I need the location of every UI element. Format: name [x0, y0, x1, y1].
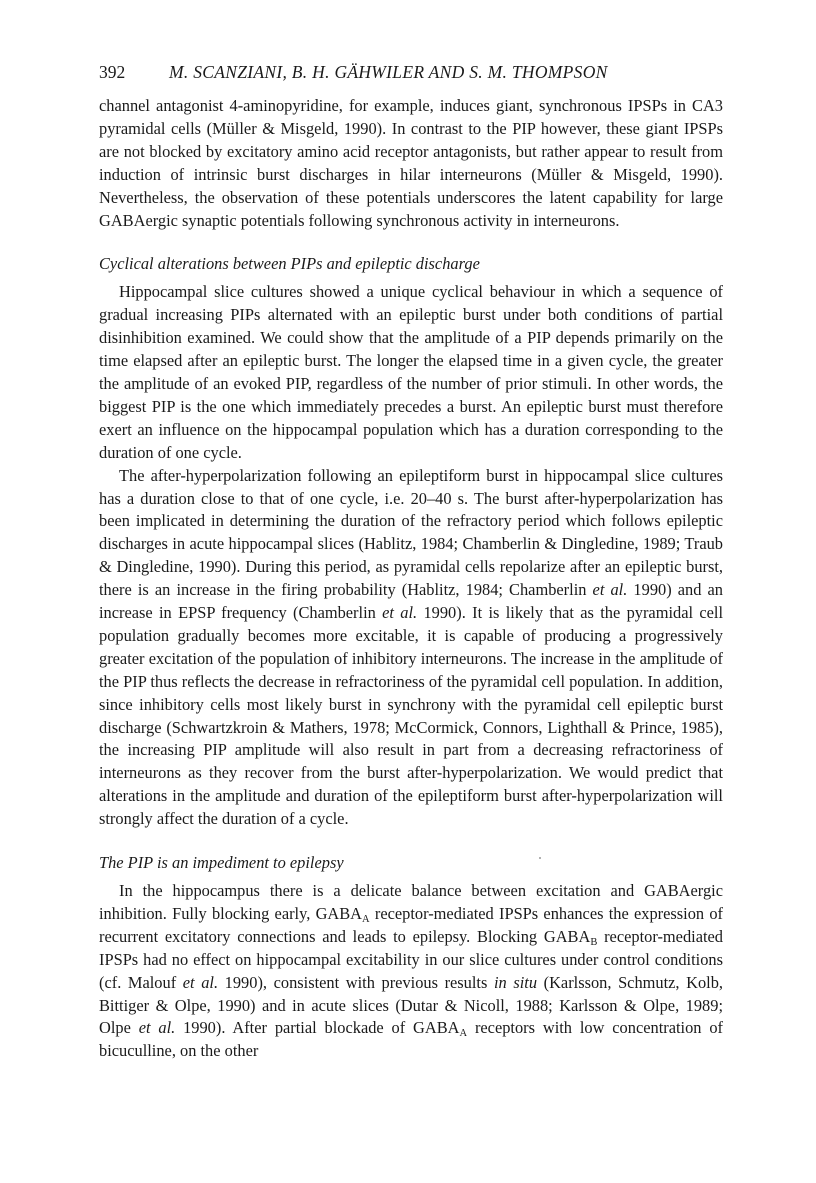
paragraph-cyclical-1: Hippocampal slice cultures showed a unique cyclical behaviour in which a sequence of gradual increasing PIPs alternated with an epileptic burst under both conditions of partial disinhibition examined. We could show that the amplitude of a PIP depends primarily on the time elapsed after an epileptic burst. The longer the elapsed time in a given cycle, the greater the amplitude of an evoked PIP, regardless of the number of prior stimuli. In other words, the biggest PIP is the one which immediately precedes a burst. An epileptic burst must therefore exert an influence on the hippocampal population which has a duration corresponding to the duration of one cycle. [99, 282, 723, 462]
gaba-term: GABA [543, 926, 591, 946]
et-al: et al. [382, 603, 418, 623]
et-al: et al. [182, 972, 219, 992]
page-number: 392 [99, 62, 126, 82]
text-run: receptor-mediated IPSPs had no effect on hippocampal excitability in our slice cultures under control conditions (cf. Malouf [99, 926, 723, 992]
subscript: A [362, 913, 370, 925]
text-run: In the hippocampus there is a delicate balance between excitation and GABAergic inhibition. Fully blocking early, [99, 881, 723, 923]
text-run: (Karlsson, Schmutz, Kolb, Bittiger & Olpe, 1990) and in acute slices (Dutar & Nicoll, 1988; Karlsson & Olpe, 1989; Olpe [99, 972, 724, 1038]
text-run: 1990) and an increase in EPSP frequency (Chamberlin [99, 580, 723, 623]
paragraph-cyclical-2 [99, 465, 723, 832]
et-al: et al. [138, 1018, 176, 1038]
subscript: B [590, 936, 598, 948]
running-head: M. SCANZIANI, B. H. GÄHWILER AND S. M. THOMPSON [169, 62, 608, 82]
et-al: et al. [592, 580, 628, 600]
in-situ: in situ [493, 972, 538, 992]
text-run: The after-hyperpolarization following an epileptiform burst in hippocampal slice cultures has a duration close to that of one cycle, i.e. 20–40 s. The burst after-hyperpolarization has been implicated in determining the duration of the refractory period which follows epileptic discharges in acute hippocampal slices (Hablitz, 1984; Chamberlin & Dingledine, 1989; Traub & Dingledine, 1990). During this period, as pyramidal cells repolarize after an epileptic burst, there is an increase in the firing probability (Hablitz, 1984; Chamberlin [99, 465, 723, 600]
text-run: 1990). After partial blockade of [175, 1018, 414, 1038]
page-header [99, 62, 723, 92]
text-run: receptors with low concentration of bicuculline, on the other [99, 1018, 723, 1061]
subscript: A [459, 1028, 468, 1040]
gaba-term: GABA [413, 1018, 460, 1038]
paragraph-continued: channel antagonist 4-aminopyridine, for example, induces giant, synchronous IPSPs in CA3 pyramidal cells (Müller & Misgeld, 1990). In contrast to the PIP however, these giant IPSPs are not blocked by excitatory amino acid receptor antagonists, but rather appear to result from induction of intrinsic burst discharges in hilar interneurons (Müller & Misgeld, 1990). Nevertheless, the observation of these potentials underscores the latent capability for large GABAergic synaptic potentials following synchronous activity in interneurons. [99, 96, 723, 230]
section-heading-cyclical: Cyclical alterations between PIPs and epileptic discharge [99, 254, 480, 274]
section-heading-impediment: The PIP is an impediment to epilepsy [99, 853, 344, 873]
print-speck [539, 857, 541, 859]
text-run: 1990). It is likely that as the pyramidal cell population gradually becomes more excitable, it is capable of producing a progressively greater excitation of the population of inhibitory interneurons. The increase in the amplitude of the PIP thus reflects the decrease in refractoriness of the pyramidal cell population. In addition, since inhibitory cells most likely burst in synchrony with the pyramidal cell epileptic burst discharge (Schwartzkroin & Mathers, 1978; McCormick, Connors, Lighthall & Prince, 1985), the increasing PIP amplitude will also result in part from a decreasing refractoriness of interneurons as they recover from the burst after-hyperpolarization. We would predict that alterations in the amplitude and duration of the epileptiform burst after-hyperpolarization will strongly affect the duration of a cycle. [99, 603, 723, 829]
paragraph-impediment-1 [99, 880, 723, 1063]
gaba-term: GABA [315, 903, 363, 923]
text-run: receptor-mediated IPSPs enhances the expression of recurrent excitatory connections and leads to epilepsy. Blocking [99, 903, 723, 946]
page [99, 62, 723, 1063]
text-run: 1990), consistent with previous results [218, 972, 494, 992]
